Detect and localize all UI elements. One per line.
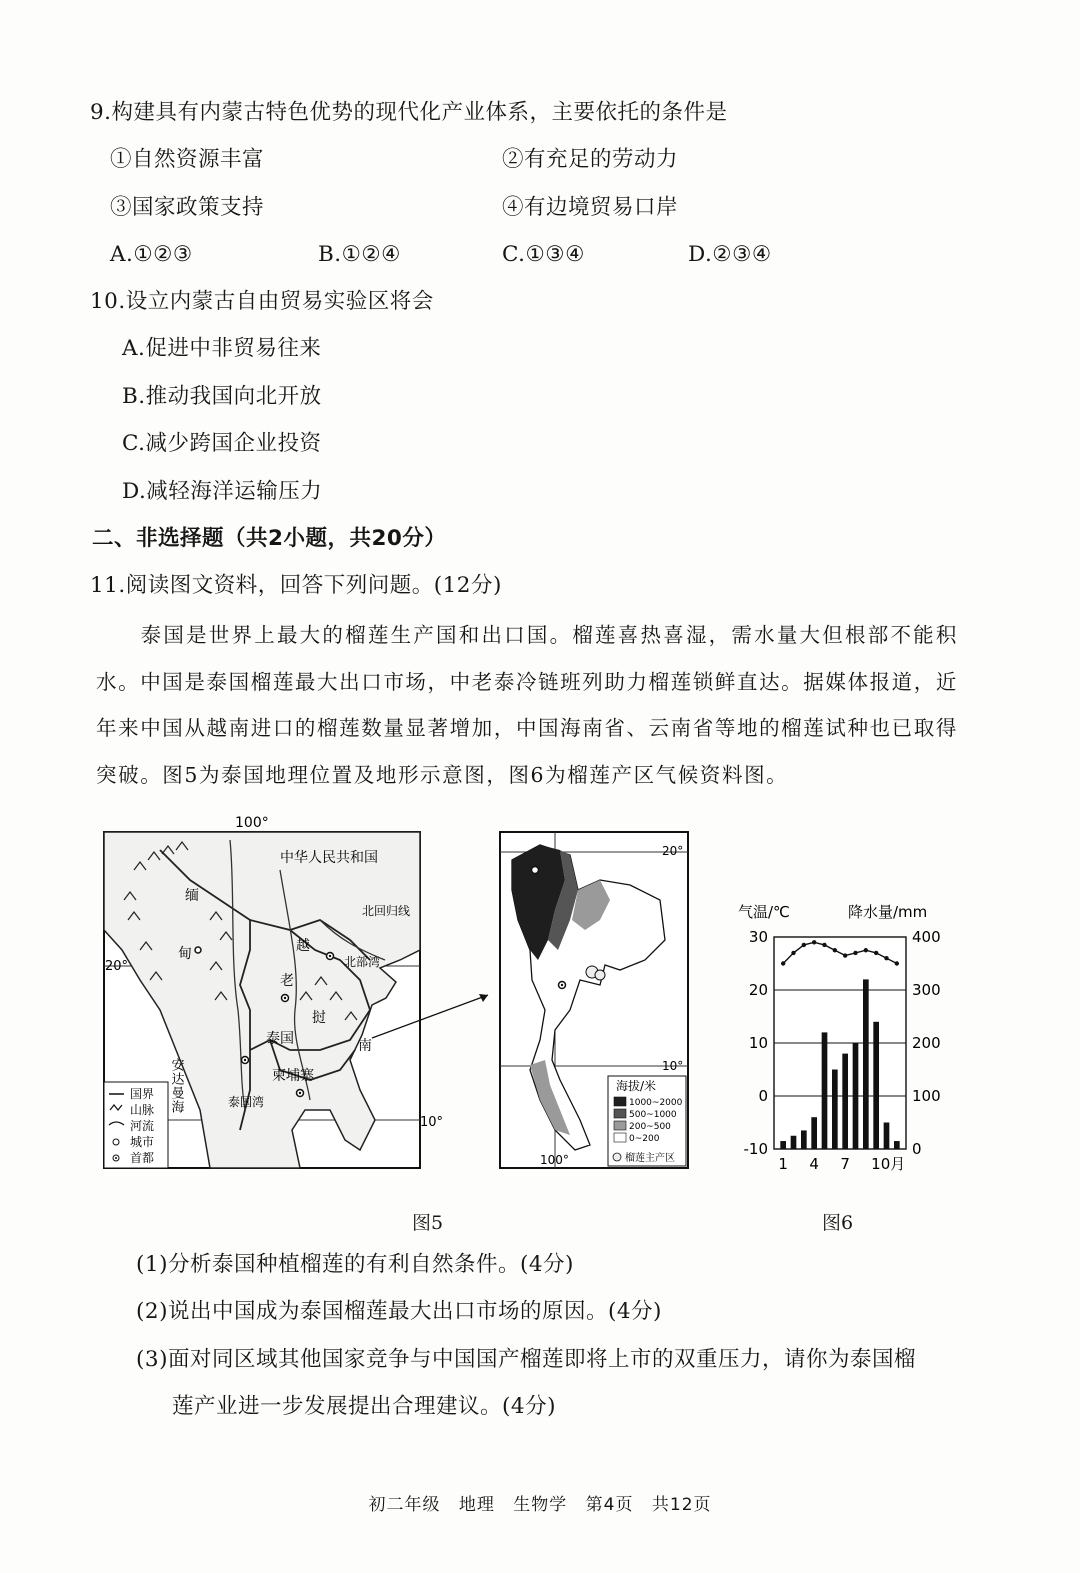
map2-city-north xyxy=(532,867,539,874)
chart-temp-axis-label: 气温/℃ xyxy=(738,903,790,921)
map1-label-tropic: 北回归线 xyxy=(362,904,411,918)
fig5-maps xyxy=(100,810,700,1175)
map2-lat-label-20: 20° xyxy=(662,844,684,858)
map1-label-dian: 甸 xyxy=(178,946,192,962)
fig5-caption: 图5 xyxy=(412,1212,444,1234)
q10-option-d: D.减轻海洋运输压力 xyxy=(122,479,323,504)
q9-stem: 9.构建具有内蒙古特色优势的现代化产业体系，主要依托的条件是 xyxy=(90,100,728,125)
chart-temp-point xyxy=(781,961,785,965)
q11-sub-2: (2)说出中国成为泰国榴莲最大出口市场的原因。(4分) xyxy=(136,1299,662,1324)
q9-item-1: ①自然资源丰富 xyxy=(110,147,265,172)
fig6-climate-chart xyxy=(730,895,950,1180)
legend-durian-symbol xyxy=(613,1153,621,1161)
q9-item-3: ③国家政策支持 xyxy=(110,195,265,220)
chart-precip-bar xyxy=(780,1141,786,1149)
q10-option-a: A.促进中非贸易往来 xyxy=(122,336,322,361)
map1-label-mian: 缅 xyxy=(185,888,199,904)
chart-precip-tick: 200 xyxy=(912,1034,941,1052)
legend-mountain-label: 山脉 xyxy=(130,1103,155,1117)
q11-passage-text: 泰国是世界上最大的榴莲生产国和出口国。榴莲喜热喜湿，需水量大但根部不能积水。中国是泰国榴莲最大出口市场，中老泰冷链班列助力榴莲锁鲜直达。据媒体报道，近年来中国从越南进口的榴莲数量显著增加，中国海南省、云南省等地的榴莲试种也已取得突破。图5为泰国地理位置及地形示意图，图6为榴莲产区气候资料图。 xyxy=(96,623,958,787)
q11-passage xyxy=(96,612,958,798)
q11-sub-1: (1)分析泰国种植榴莲的有利自然条件。(4分) xyxy=(136,1252,574,1277)
map1-label-yue: 越 xyxy=(296,938,310,954)
chart-temp-tick: -10 xyxy=(743,1140,768,1158)
chart-precip-bar xyxy=(801,1130,807,1149)
chart-precip-tick: 100 xyxy=(912,1087,941,1105)
chart-temp-tick: 20 xyxy=(748,981,768,999)
legend-city-label: 城市 xyxy=(130,1135,155,1149)
chart-precip-tick: 300 xyxy=(912,981,941,999)
chart-temp-point xyxy=(895,961,899,965)
map1-label-cambodia: 柬埔寨 xyxy=(272,1068,314,1084)
map1-lat-label-10: 10° xyxy=(420,1115,444,1130)
chart-temp-point xyxy=(833,948,837,952)
legend-river-label: 河流 xyxy=(130,1119,155,1133)
chart-left-ticks xyxy=(744,928,769,1158)
chart-precip-bar xyxy=(791,1136,797,1149)
q10-option-c: C.减少跨国企业投资 xyxy=(122,431,322,456)
legend-capital-label: 首都 xyxy=(130,1151,155,1165)
map2-lat-label-10: 10° xyxy=(662,1059,684,1073)
chart-precip-bar xyxy=(884,1123,890,1150)
q11-sub-3a: (3)面对同区域其他国家竞争与中国国产榴莲即将上市的双重压力，请你为泰国榴 xyxy=(136,1347,916,1372)
legend-border-label: 国界 xyxy=(130,1087,155,1101)
chart-right-ticks xyxy=(912,928,941,1158)
footer-page: 第4页 xyxy=(585,1495,634,1515)
map1-label-beibu-gulf: 北部湾 xyxy=(344,955,381,969)
chart-x-tick: 1 xyxy=(778,1155,788,1173)
legend-elev-label-4: 0~200 xyxy=(629,1134,660,1144)
chart-precip-tick: 400 xyxy=(912,928,941,946)
q9-option-b: B.①②④ xyxy=(318,242,401,267)
footer-grade: 初二年级 xyxy=(368,1495,441,1515)
map2-lon-label: 100° xyxy=(540,1153,569,1167)
chart-x-ticks xyxy=(778,1155,905,1173)
chart-temp-point xyxy=(884,956,888,960)
chart-precip-tick: 0 xyxy=(912,1140,922,1158)
q9-item-2: ②有充足的劳动力 xyxy=(502,147,679,172)
chart-temp-tick: 0 xyxy=(758,1087,768,1105)
chart-temp-point xyxy=(843,953,847,957)
chart-temp-point xyxy=(864,948,868,952)
q9-item-4: ④有边境贸易口岸 xyxy=(502,195,679,220)
map1-label-china: 中华人民共和国 xyxy=(280,850,378,866)
q10-stem: 10.设立内蒙古自由贸易实验区将会 xyxy=(90,289,434,314)
map2-legend xyxy=(608,1076,686,1166)
legend-elev-label-2: 500~1000 xyxy=(629,1110,677,1120)
footer-total: 共12页 xyxy=(651,1495,712,1515)
chart-temp-point xyxy=(802,943,806,947)
fig6-caption: 图6 xyxy=(822,1212,854,1234)
chart-x-tick: 4 xyxy=(809,1155,819,1173)
map1-label-wo: 挝 xyxy=(312,1010,326,1026)
chart-x-tick: 7 xyxy=(840,1155,850,1173)
legend-elev-label-1: 1000~2000 xyxy=(629,1098,683,1108)
chart-temp-tick: 30 xyxy=(748,928,768,946)
chart-precip-bar xyxy=(811,1117,817,1149)
q9-option-a: A.①②③ xyxy=(110,242,193,267)
map1-label-lao: 老 xyxy=(280,973,294,989)
q11-stem: 11.阅读图文资料，回答下列问题。(12分) xyxy=(90,573,502,598)
chart-temp-point xyxy=(874,951,878,955)
legend-city-symbol xyxy=(113,1139,119,1145)
chart-precip-bar xyxy=(894,1141,900,1149)
map1-label-andaman: 安达曼海 xyxy=(168,1058,184,1114)
footer-subject-geo: 地理 xyxy=(458,1495,495,1515)
chart-precip-axis-label: 降水量/mm xyxy=(848,903,928,921)
chart-x-tick: 10月 xyxy=(871,1155,906,1173)
map1-label-gulf-thailand: 泰国湾 xyxy=(228,1095,265,1109)
chart-temp-point xyxy=(791,951,795,955)
chart-temp-tick: 10 xyxy=(748,1034,768,1052)
legend-swatch-200-500 xyxy=(614,1121,626,1130)
chart-precip-bar xyxy=(842,1054,848,1149)
chart-precip-bar xyxy=(873,1022,879,1149)
chart-temp-point xyxy=(822,943,826,947)
chart-temp-point xyxy=(812,940,816,944)
map1-lat-label-20: 20° xyxy=(105,959,129,974)
q9-option-c: C.①③④ xyxy=(502,242,585,267)
legend-durian-label: 榴莲主产区 xyxy=(625,1153,675,1164)
chart-temp-point xyxy=(853,951,857,955)
chart-precip-bar xyxy=(853,1043,859,1149)
legend-swatch-0-200 xyxy=(614,1133,626,1142)
legend-swatch-1000-2000 xyxy=(614,1097,626,1106)
q11-sub-3b: 莲产业进一步发展提出合理建议。(4分) xyxy=(172,1394,556,1419)
q9-option-d: D.②③④ xyxy=(688,242,772,267)
map1-legend xyxy=(104,1082,168,1168)
footer-subject-bio: 生物学 xyxy=(513,1495,568,1515)
map1-lon-label: 100° xyxy=(235,815,269,831)
legend-swatch-500-1000 xyxy=(614,1109,626,1118)
page-footer xyxy=(0,1490,1080,1515)
legend-elev-label-3: 200~500 xyxy=(629,1122,671,1132)
map2-legend-title: 海拔/米 xyxy=(616,1079,657,1093)
q10-option-b: B.推动我国向北开放 xyxy=(122,384,322,409)
chart-precip-bar xyxy=(832,1070,838,1150)
chart-precip-bar xyxy=(863,979,869,1149)
map1-label-thailand: 泰国 xyxy=(266,1031,294,1047)
chart-precip-bar xyxy=(822,1032,828,1149)
map1-label-nan: 南 xyxy=(358,1038,372,1054)
section-title: 二、非选择题（共2小题，共20分） xyxy=(92,526,447,551)
